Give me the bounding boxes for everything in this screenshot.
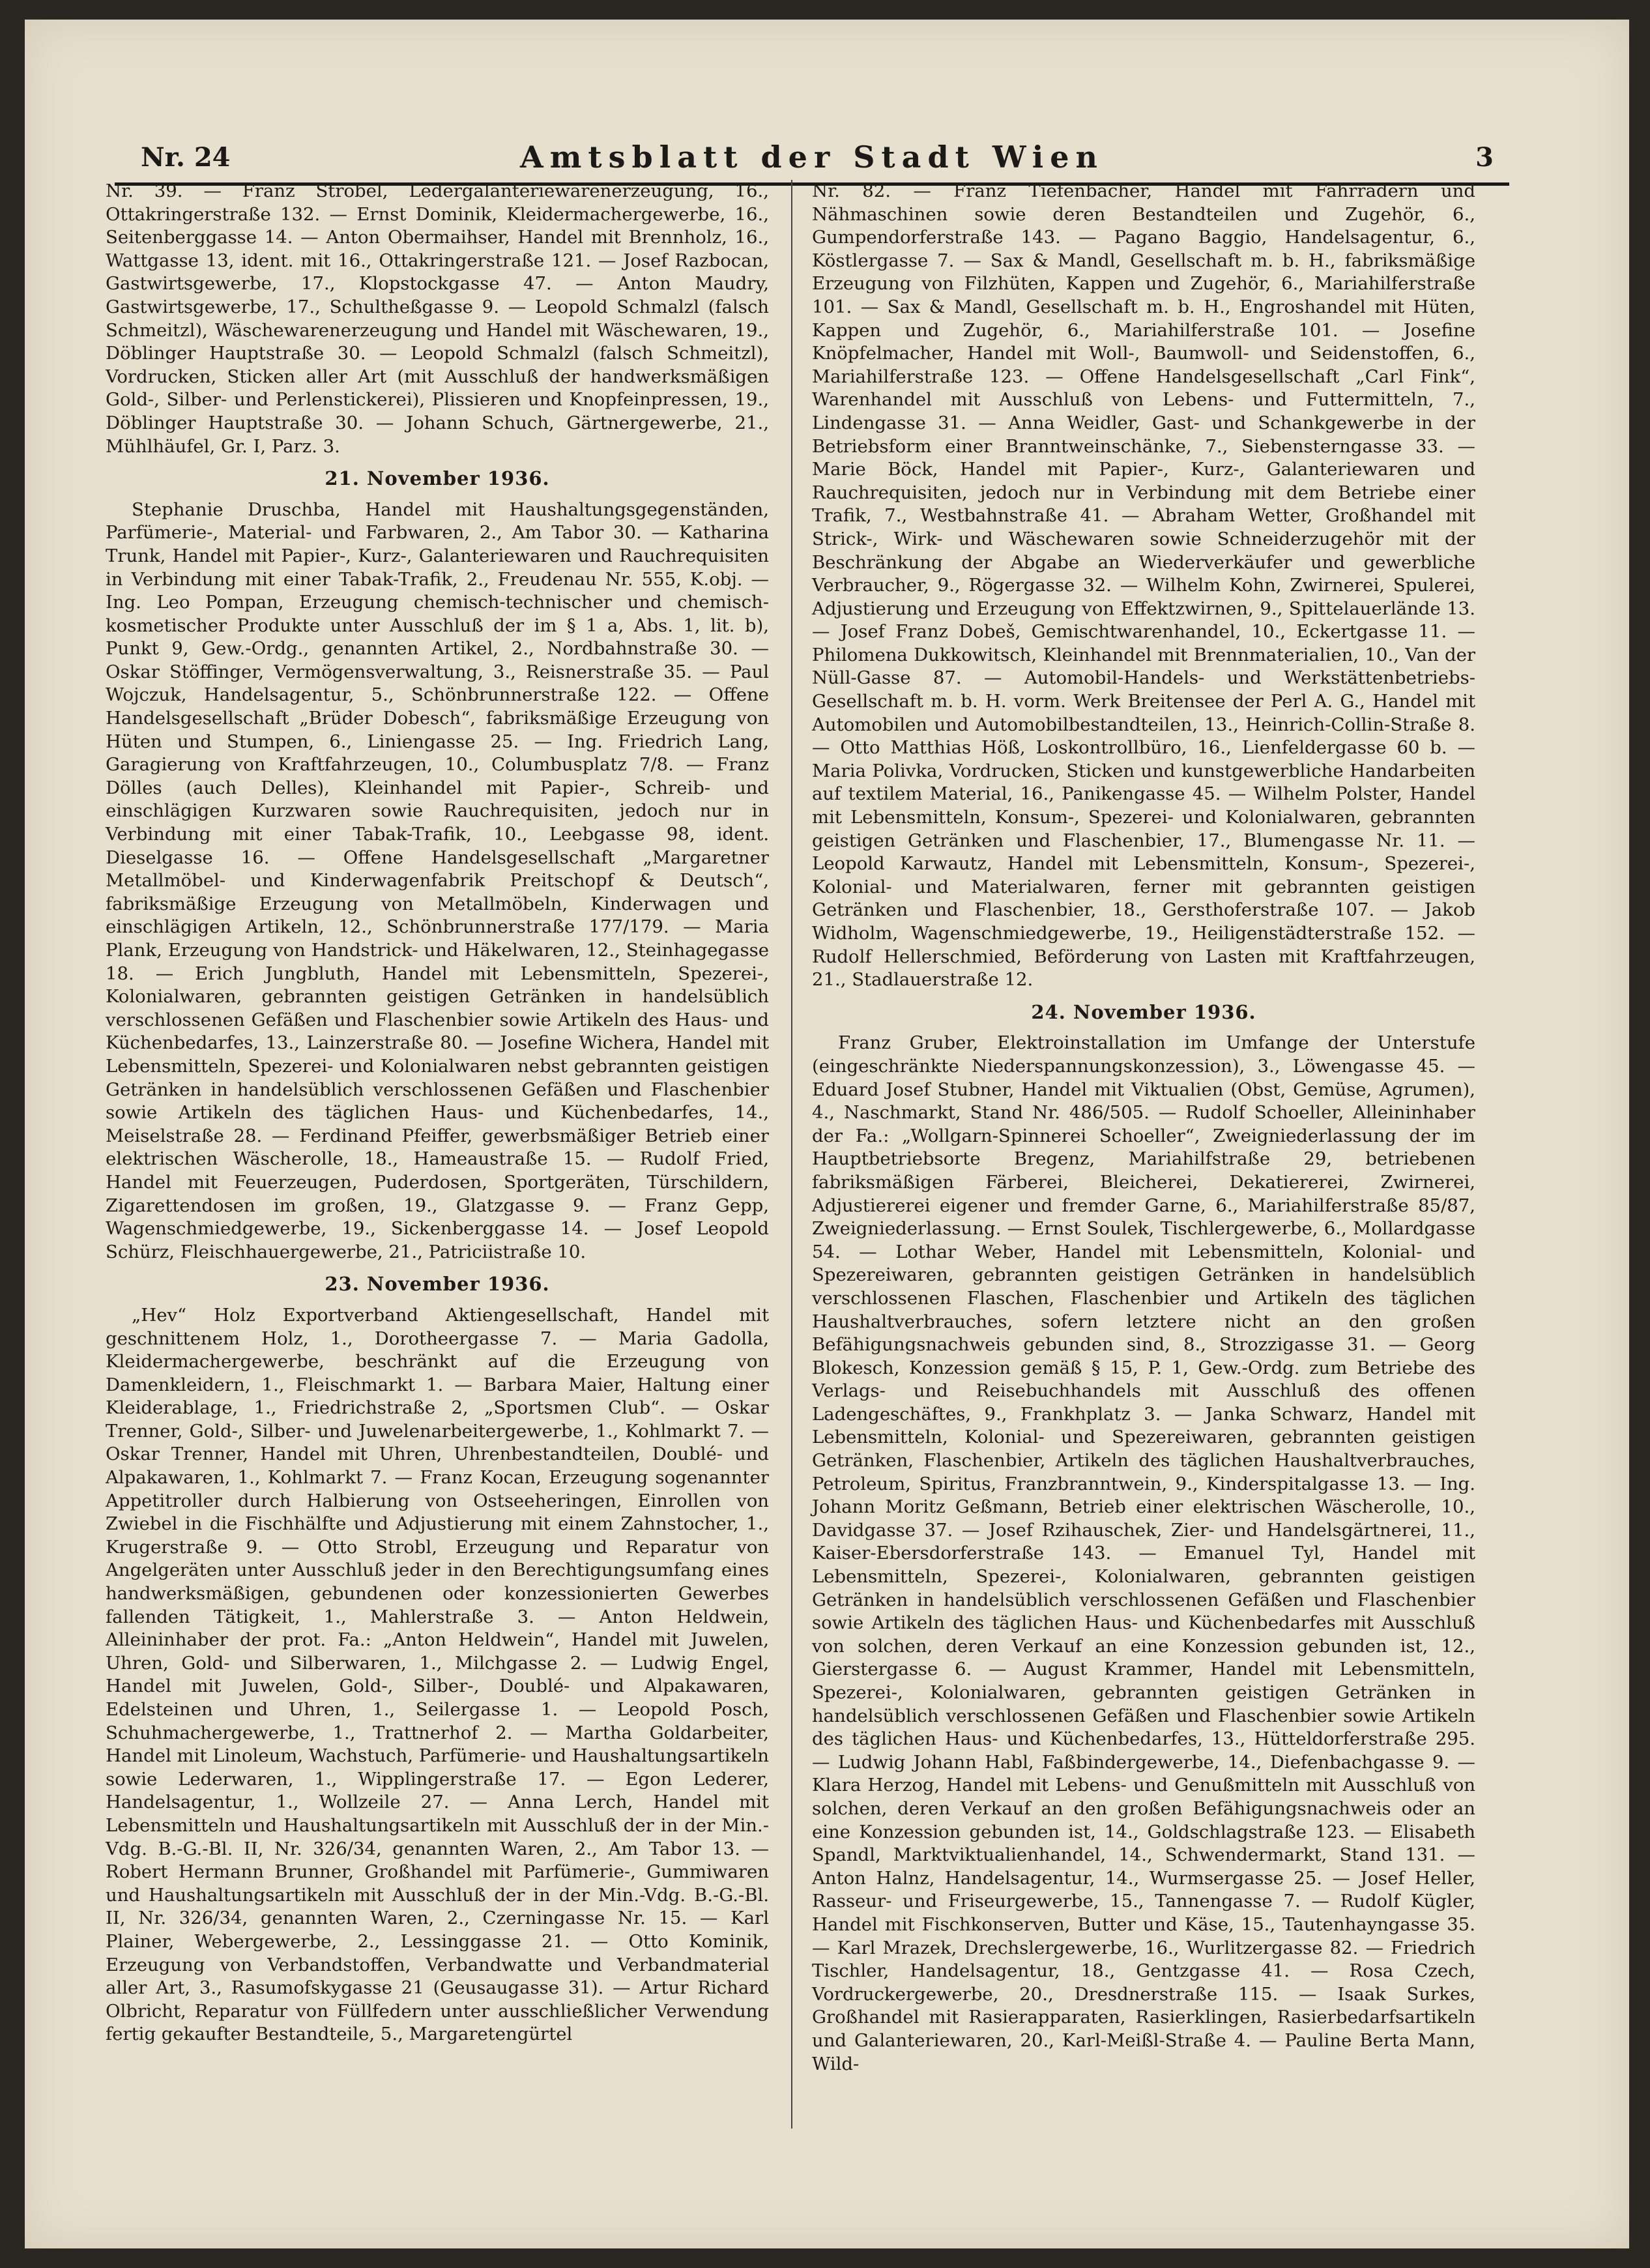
right-intro-paragraph: Nr. 82. — Franz Tiefenbacher, Handel mit Fahrrädern und Nähmaschinen sowie deren Bestandteilen und Zugehör, 6., Gumpendorferstraße 143. — Pagano Baggio, Handelsagentur, 6., Köstlergasse 7. — Sax & Mandl, Gesellschaft m. b. H., fabriksmäßige Erzeugung von Filzhüten, Kappen und Zugehör, 6., Mariahilferstraße 101. — Sax & Mandl, Gesellschaft m. b. H., Engroshandel mit Hüten, Kappen und Zugehör, 6., Mariahilferstraße 101. — Josefine Knöpfelmacher, Handel mit Woll-, Baumwoll- und Seidenstoffen, 6., Mariahilferstraße 123. — Offene Handelsgesellschaft „Carl Fink“, Warenhandel mit Ausschluß von Lebens- und Futtermitteln, 7., Lindengasse 31. — Anna Weidler, Gast- und Schankgewerbe in der Betriebsform einer Branntweinschänke, 7., Siebensterngasse 33. — Marie Böck, Handel mit Papier-, Kurz-, Galanteriewaren und Rauchrequisiten, jedoch nur in Verbindung mit dem Betriebe einer Trafik, 7., Westbahnstraße 41. — Abraham Wetter, Großhandel mit Strick-, Wirk- und Wäschewaren sowie Schneiderzugehör mit der Beschränkung der Abgabe an Wiederverkäufer und gewerbliche Verbraucher, 9., Rögergasse 32. — Wilhelm Kohn, Zwirnerei, Spulerei, Adjustierung und Erzeugung von Effektzwirnen, 9., Spittelauerlände 13. — Josef Franz Dobeš, Gemischtwarenhandel, 10., Eckertgasse 11. — Philomena Dukkowitsch, Kleinhandel mit Brennmaterialien, 10., Van der Nüll-Gasse 87. — Automobil-Handels- und Werkstättenbetriebs-Gesellschaft m. b. H. vorm. Werk Breitensee der Perl A. G., Handel mit Automobilen und Automobilbestandteilen, 13., Heinrich-Collin-Straße 8. — Otto Matthias Höß, Loskontrollbüro, 16., Lienfeldergasse 60 b. — Maria Polivka, Vordrucken, Sticken und kunstgewerbliche Handarbeiten auf textilem Material, 16., Panikengasse 45. — Wilhelm Polster, Handel mit Lebensmitteln, Konsum-, Spezerei- und Kolonialwaren, gebrannten geistigen Getränken und Flaschenbier, 17., Blumengasse Nr. 11. — Leopold Karwautz, Handel mit Lebensmitteln, Konsum-, Spezerei-, Kolonial- und Materialwaren, ferner mit gebrannten geistigen Getränken und Flaschenbier, 18., Gersthoferstraße 107. — Jakob Widholm, Wagenschmiedgewerbe, 19., Heiligenstädterstraße 152. — Rudolf Hellerschmied, Beförderung von Lasten mit Kraftfahrzeugen, 21., Stadlauerstraße 12. xyxy=(812,181,1475,991)
left-intro-paragraph: Nr. 39. — Franz Strobel, Ledergalanteriewarenerzeugung, 16., Ottakringerstraße 132. — Ernst Dominik, Kleidermachergewerbe, 16., Seitenberggasse 14. — Anton Obermaihser, Handel mit Brennholz, 16., Wattgasse 13, ident. mit 16., Ottakringerstraße 121. — Josef Razbocan, Gastwirtsgewerbe, 17., Klopstockgasse 47. — Anton Maudry, Gastwirtsgewerbe, 17., Schultheßgasse 9. — Leopold Schmalzl (falsch Schmeitzl), Wäschewarenerzeugung und Handel mit Wäschewaren, 19., Döblinger Hauptstraße 30. — Leopold Schmalzl (falsch Schmeitzl), Vordrucken, Sticken aller Art (mit Ausschluß der handwerksmäßigen Gold-, Silber- und Perlenstickerei), Plissieren und Knopfeinpressen, 19., Döblinger Hauptstraße 30. — Johann Schuch, Gärtnergewerbe, 21., Mühlhäufel, Gr. I, Parz. 3. xyxy=(106,181,769,457)
date-heading-21-november: 21. November 1936. xyxy=(325,467,550,490)
date-heading-24-november: 24. November 1936. xyxy=(1031,1000,1256,1023)
date-heading-23-november: 23. November 1936. xyxy=(325,1273,550,1296)
paragraph-23-november: „Hev“ Holz Exportverband Aktiengesellschaft, Handel mit geschnittenem Holz, 1., Dorotheergasse 7. — Maria Gadolla, Kleidermachergewerbe, beschränkt auf die Erzeugung von Damenkleidern, 1., Fleischmarkt 1. — Barbara Maier, Haltung einer Kleiderablage, 1., Friedrichstraße 2, „Sportsmen Club“. — Oskar Trenner, Gold-, Silber- und Juwelenarbeitergewerbe, 1., Kohlmarkt 7. — Oskar Trenner, Handel mit Uhren, Uhrenbestandteilen, Doublé- und Alpakawaren, 1., Kohlmarkt 7. — Franz Kocan, Erzeugung sogenannter Appetitroller durch Halbierung von Ostseeheringen, Einrollen von Zwiebel in die Fischhälfte und Adjustierung mit einem Zahnstocher, 1., Krugerstraße 9. — Otto Strobl, Erzeugung und Reparatur von Angelgeräten unter Ausschluß jeder in den Berechtigungsumfang eines handwerksmäßigen, gebundenen oder konzessionierten Gewerbes fallenden Tätigkeit, 1., Mahlerstraße 3. — Anton Heldwein, Alleininhaber der prot. Fa.: „Anton Heldwein“, Handel mit Juwelen, Uhren, Gold- und Silberwaren, 1., Milchgasse 2. — Ludwig Engel, Handel mit Juwelen, Gold-, Silber-, Doublé- und Alpakawaren, Edelsteinen und Uhren, 1., Seilergasse 1. — Leopold Posch, Schuhmachergewerbe, 1., Trattnerhof 2. — Martha Goldarbeiter, Handel mit Linoleum, Wachstuch, Parfümerie- und Haushaltungsartikeln sowie Lederwaren, 1., Wipplingerstraße 17. — Egon Lederer, Handelsagentur, 1., Wollzeile 27. — Anna Lerch, Handel mit Lebensmitteln und Haushaltungsartikeln mit Ausschluß der in der Min.-Vdg. B.-G.-Bl. II, Nr. 326/34, genannten Waren, 2., Am Tabor 13. — Robert Hermann Brunner, Großhandel mit Parfümerie-, Gummiwaren und Haushaltungsartikeln mit Ausschluß der in der Min.-Vdg. B.-G.-Bl. II, Nr. 326/34, genannten Waren, 2., Czerningasse Nr. 15. — Karl Plainer, Webergewerbe, 2., Lessinggasse 21. — Otto Kominik, Erzeugung von Verbandstoffen, Verbandwatte und Verbandmaterial aller Art, 3., Rasumofskygasse 21 (Geusaugasse 31). — Artur Richard Olbricht, Reparatur von Füllfedern unter ausschließlicher Verwendung fertig gekaufter Bestandteile, 5., Margaretengürtel xyxy=(106,1304,769,2045)
right-column xyxy=(812,180,1475,2135)
page-number: 3 xyxy=(1475,142,1494,173)
page-header xyxy=(115,111,1509,186)
publication-title: Amtsblatt der Stadt Wien xyxy=(520,139,1104,175)
left-column xyxy=(106,180,769,2135)
issue-number: Nr. 24 xyxy=(141,142,231,173)
paragraph-21-november: Stephanie Druschba, Handel mit Haushaltungsgegenständen, Parfümerie-, Material- und Farbwaren, 2., Am Tabor 30. — Katharina Trunk, Handel mit Papier-, Kurz-, Galanteriewaren und Rauchrequisiten in Verbindung mit einer Tabak-Trafik, 2., Freudenau Nr. 555, K.obj. — Ing. Leo Pompan, Erzeugung chemisch-technischer und chemisch-kosmetischer Produkte unter Ausschluß der im § 1 a, Abs. 1, lit. b), Punkt 9, Gew.-Ordg., genannten Artikel, 2., Nordbahnstraße 30. — Oskar Stöffinger, Vermögensverwaltung, 3., Reisnerstraße 35. — Paul Wojczuk, Handelsagentur, 5., Schönbrunnerstraße 122. — Offene Handelsgesellschaft „Brüder Dobesch“, fabriksmäßige Erzeugung von Hüten und Stumpen, 6., Liniengasse 25. — Ing. Friedrich Lang, Garagierung von Kraftfahrzeugen, 10., Columbusplatz 7/8. — Franz Dölles (auch Delles), Kleinhandel mit Papier-, Schreib- und einschlägigen Kurzwaren sowie Rauchrequisiten, jedoch nur in Verbindung mit einer Tabak-Trafik, 10., Leebgasse 98, ident. Dieselgasse 16. — Offene Handelsgesellschaft „Margaretner Metallmöbel- und Kinderwagenfabrik Preitschopf & Deutsch“, fabriksmäßige Erzeugung von Metallmöbeln, Kinderwagen und einschlägigen Artikeln, 12., Schönbrunnerstraße 177/179. — Maria Plank, Erzeugung von Handstrick- und Häkelwaren, 12., Steinhagegasse 18. — Erich Jungbluth, Handel mit Lebensmitteln, Spezerei-, Kolonialwaren, gebrannten geistigen Getränken in handelsüblich verschlossenen Gefäßen und Flaschenbier sowie Artikeln des Haus- und Küchenbedarfes, 13., Lainzerstraße 80. — Josefine Wichera, Handel mit Lebensmitteln, Spezerei- und Kolonialwaren nebst gebrannten geistigen Getränken in handelsüblich verschlossenen Gefäßen und Flaschenbier sowie Artikeln des täglichen Haus- und Küchenbedarfes, 14., Meiselstraße 28. — Ferdinand Pfeiffer, gewerbsmäßiger Betrieb einer elektrischen Wäscherolle, 18., Hameaustraße 15. — Rudolf Fried, Handel mit Feuerzeugen, Puderdosen, Sportgeräten, Türschildern, Zigarettendosen im großen, 19., Glatzgasse 9. — Franz Gepp, Wagenschmiedgewerbe, 19., Sickenberggasse 14. — Josef Leopold Schürz, Fleischhauergewerbe, 21., Patriciistraße 10. xyxy=(106,499,769,1262)
column-divider xyxy=(791,180,792,2129)
paragraph-24-november: Franz Gruber, Elektroinstallation im Umfange der Unterstufe (eingeschränkte Niederspannungskonzession), 3., Löwengasse 45. — Eduard Josef Stubner, Handel mit Viktualien (Obst, Gemüse, Agrumen), 4., Naschmarkt, Stand Nr. 486/505. — Rudolf Schoeller, Alleininhaber der Fa.: „Wollgarn-Spinnerei Schoeller“, Zweigniederlassung der im Hauptbetriebsorte Bregenz, Mariahilfstraße 29, betriebenen fabriksmäßigen Färberei, Bleicherei, Dekatiererei, Zwirnerei, Adjustiererei eigener und fremder Garne, 6., Mariahilferstraße 85/87, Zweigniederlassung. — Ernst Soulek, Tischlergewerbe, 6., Mollardgasse 54. — Lothar Weber, Handel mit Lebensmitteln, Kolonial- und Spezereiwaren, gebrannten geistigen Getränken in handelsüblich verschlossenen Flaschen, Flaschenbier und Artikeln des täglichen Haushaltverbrauches, sofern letztere nicht an den großen Befähigungsnachweis gebunden sind, 8., Strozzigasse 31. — Georg Blokesch, Konzession gemäß § 15, P. 1, Gew.-Ordg. zum Betriebe des Verlags- und Reisebuchhandels mit Ausschluß des offenen Ladengeschäftes, 9., Frankhplatz 3. — Janka Schwarz, Handel mit Lebensmitteln, Kolonial- und Spezereiwaren, gebrannten geistigen Getränken, Flaschenbier, Artikeln des täglichen Haushaltverbrauches, Petroleum, Spiritus, Franzbranntwein, 9., Kinderspitalgasse 13. — Ing. Johann Moritz Geßmann, Betrieb einer elektrischen Wäscherolle, 10., Davidgasse 37. — Josef Rzihauschek, Zier- und Handelsgärtnerei, 11., Kaiser-Ebersdorferstraße 143. — Emanuel Tyl, Handel mit Lebensmitteln, Spezerei-, Kolonialwaren, gebrannten geistigen Getränken in handelsüblich verschlossenen Gefäßen und Flaschenbier sowie Artikeln des täglichen Haus- und Küchenbedarfes mit Ausschluß von solchen, deren Verkauf an eine Konzession gebunden ist, 12., Gierstergasse 6. — August Krammer, Handel mit Lebensmitteln, Spezerei-, Kolonialwaren, gebrannten geistigen Getränken in handelsüblich verschlossenen Gefäßen und Flaschenbier sowie Artikeln des täglichen Haus- und Küchenbedarfes, 13., Hütteldorferstraße 295. — Ludwig Johann Habl, Faßbindergewerbe, 14., Diefenbachgasse 9. — Klara Herzog, Handel mit Lebens- und Genußmitteln mit Ausschluß von solchen, deren Verkauf an den großen Befähigungsnachweis oder an eine Konzession gebunden ist, 14., Goldschlagstraße 123. — Elisabeth Spandl, Marktviktualienhandel, 14., Schwendermarkt, Stand 131. — Anton Halnz, Handelsagentur, 14., Wurmsergasse 25. — Josef Heller, Rasseur- und Friseurgewerbe, 15., Tannengasse 7. — Rudolf Kügler, Handel mit Fischkonserven, Butter und Käse, 15., Tautenhayngasse 35. — Karl Mrazek, Drechslergewerbe, 16., Wurlitzergasse 82. — Friedrich Tischler, Handelsagentur, 18., Gentzgasse 41. — Rosa Czech, Vordruckergewerbe, 20., Dresdnerstraße 115. — Isaak Surkes, Großhandel mit Rasierapparaten, Rasierklingen, Rasierbedarfsartikeln und Galanteriewaren, 20., Karl-Meißl-Straße 4. — Pauline Berta Mann, Wild- xyxy=(812,1032,1475,2074)
